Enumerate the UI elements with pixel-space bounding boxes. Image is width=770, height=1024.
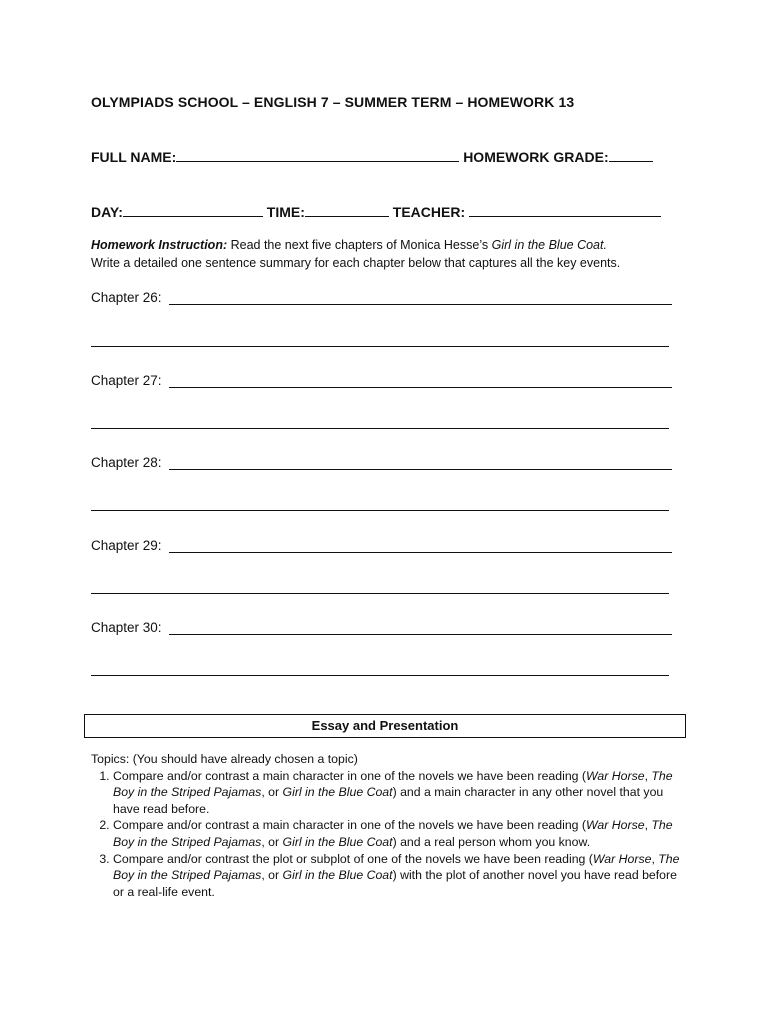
instruction-book-title: Girl in the Blue Coat. xyxy=(491,238,607,252)
chapter-26-label: Chapter 26: xyxy=(91,290,162,305)
full-name-field[interactable] xyxy=(176,148,459,162)
full-name-label: FULL NAME: xyxy=(91,149,177,165)
full-name-row xyxy=(91,148,653,165)
topic-text: ) and a real person whom you know. xyxy=(392,834,591,849)
essay-topics xyxy=(91,751,681,900)
chapter-26-answer-line[interactable] xyxy=(169,304,672,305)
homework-grade-label: HOMEWORK GRADE: xyxy=(463,149,609,165)
topic-text: Compare and/or contrast a main character in one of the novels we have been reading ( xyxy=(113,818,587,833)
book-title: Girl in the Blue Coat xyxy=(282,834,393,849)
topic-text: ) and a main character in any other novel that you have read before. xyxy=(113,785,664,816)
chapter-29-answer-line[interactable] xyxy=(169,552,672,553)
separator: , xyxy=(644,818,652,833)
instruction-text-line-2: Write a detailed one sentence summary for each chapter below that captures all the key events. xyxy=(91,256,621,270)
chapter-27-answer-line[interactable] xyxy=(169,387,672,388)
book-title: The Boy in the Striped Pajamas xyxy=(113,851,680,883)
teacher-label: TEACHER: xyxy=(392,204,466,220)
instruction-label: Homework Instruction: xyxy=(91,238,228,252)
book-title: The Boy in the Striped Pajamas xyxy=(113,768,673,800)
day-label: DAY: xyxy=(91,204,123,220)
book-title: Girl in the Blue Coat xyxy=(282,785,393,800)
schedule-row xyxy=(91,203,661,220)
separator: , or xyxy=(261,868,283,883)
essay-heading-box xyxy=(84,714,686,738)
time-label: TIME: xyxy=(266,204,305,220)
chapter-28-answer-line-2[interactable] xyxy=(91,510,669,511)
topic-text: Compare and/or contrast the plot or subplot of one of the novels we have been reading ( xyxy=(113,851,593,866)
chapter-28-answer-line[interactable] xyxy=(169,469,672,470)
book-title: War Horse xyxy=(586,768,645,783)
chapter-30-answer-line-2[interactable] xyxy=(91,675,669,676)
topic-item-2 xyxy=(113,817,681,850)
topics-intro: Topics: (You should have already chosen a topic) xyxy=(91,752,358,766)
book-title: War Horse xyxy=(592,851,652,866)
chapter-30-answer-line[interactable] xyxy=(169,634,672,635)
separator: , or xyxy=(261,834,283,849)
separator: , or xyxy=(261,785,283,800)
chapter-27-answer-line-2[interactable] xyxy=(91,428,669,429)
book-title: Girl in the Blue Coat xyxy=(282,868,393,883)
chapter-27-label: Chapter 27: xyxy=(91,373,162,388)
chapter-29-label: Chapter 29: xyxy=(91,538,162,553)
essay-heading: Essay and Presentation xyxy=(311,718,459,733)
chapter-26-answer-line-2[interactable] xyxy=(91,346,669,347)
separator: , xyxy=(644,768,652,783)
time-field[interactable] xyxy=(305,203,389,217)
chapter-28-label: Chapter 28: xyxy=(91,455,162,470)
instruction-text: Read the next five chapters of Monica Hesse’s xyxy=(227,238,492,252)
homework-grade-field[interactable] xyxy=(609,148,653,162)
homework-instruction xyxy=(91,236,620,272)
day-field[interactable] xyxy=(123,203,263,217)
page-title: OLYMPIADS SCHOOL – ENGLISH 7 – SUMMER TERM – HOMEWORK 13 xyxy=(91,94,575,110)
separator: , xyxy=(651,851,659,866)
teacher-field[interactable] xyxy=(469,203,661,217)
topic-text: ) with the plot of another novel you have read before or a real-life event. xyxy=(113,868,677,899)
chapter-29-answer-line-2[interactable] xyxy=(91,593,669,594)
book-title: War Horse xyxy=(586,818,645,833)
topic-text: Compare and/or contrast a main character in one of the novels we have been reading ( xyxy=(113,768,587,783)
chapter-30-label: Chapter 30: xyxy=(91,620,162,635)
book-title: The Boy in the Striped Pajamas xyxy=(113,818,673,849)
topics-list xyxy=(91,768,681,901)
topic-item-3 xyxy=(113,851,681,901)
topic-item-1 xyxy=(113,768,681,818)
